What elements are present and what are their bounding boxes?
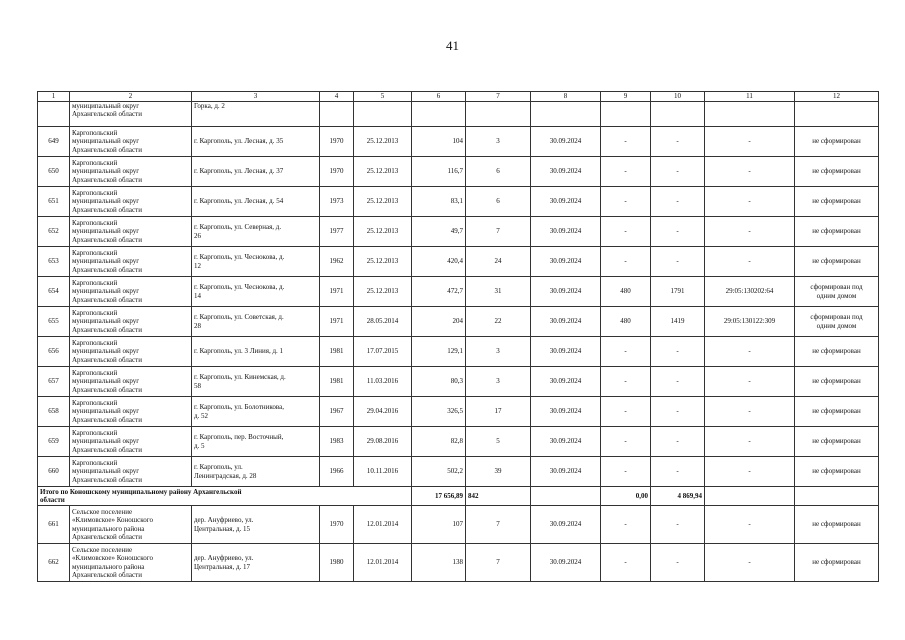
cell-no: 656: [38, 337, 70, 367]
cell-col11: -: [705, 457, 795, 487]
cell-empty: [795, 487, 879, 506]
cell-municipality: Каргопольский муниципальный округ Архангельской области: [70, 217, 192, 247]
cell-residents: 5: [466, 427, 531, 457]
cell-col11: -: [705, 544, 795, 582]
cell-municipality: Сельское поселение «Климовское» Коношского муниципального района Архангельской области: [70, 544, 192, 582]
cell-col11: -: [705, 367, 795, 397]
cell-municipality: Каргопольский муниципальный округ Архангельской области: [70, 277, 192, 307]
table-row: [38, 187, 879, 217]
cell-col9: 480: [601, 307, 651, 337]
table-row: [38, 157, 879, 187]
cell-col9: -: [601, 427, 651, 457]
cell-residents: 6: [466, 187, 531, 217]
cell-residents: 3: [466, 337, 531, 367]
cell-col11: -: [705, 427, 795, 457]
total-col9: 0,00: [601, 487, 651, 506]
cell-date: 12.01.2014: [354, 544, 412, 582]
cell-year: 1962: [320, 247, 354, 277]
cell-no: 661: [38, 506, 70, 544]
cell-residents: 24: [466, 247, 531, 277]
cell-empty: [601, 102, 651, 127]
column-number: 7: [466, 92, 531, 102]
cell-col9: 480: [601, 277, 651, 307]
cell-no: 649: [38, 127, 70, 157]
cell-municipality: Каргопольский муниципальный округ Архангельской области: [70, 367, 192, 397]
cell-deadline: 30.09.2024: [531, 307, 601, 337]
cell-address: г. Каргополь, ул. Лесная, д. 35: [192, 127, 320, 157]
cell-col10: 1791: [651, 277, 705, 307]
cell-area: 420,4: [412, 247, 466, 277]
table-row: [38, 457, 879, 487]
cell-municipality: Каргопольский муниципальный округ Архангельской области: [70, 127, 192, 157]
cell-status: не сформирован: [795, 187, 879, 217]
cell-deadline: 30.09.2024: [531, 457, 601, 487]
cell-col11: -: [705, 506, 795, 544]
cell-deadline: 30.09.2024: [531, 277, 601, 307]
cell-year: 1970: [320, 157, 354, 187]
cell-no: 658: [38, 397, 70, 427]
cell-date: 25.12.2013: [354, 127, 412, 157]
cell-empty: [531, 102, 601, 127]
cell-area: 326,5: [412, 397, 466, 427]
cell-col9: -: [601, 337, 651, 367]
table-row: [38, 127, 879, 157]
cell-col9: -: [601, 247, 651, 277]
cell-col11: -: [705, 217, 795, 247]
column-number: 4: [320, 92, 354, 102]
cell-area: 204: [412, 307, 466, 337]
cell-no: 650: [38, 157, 70, 187]
cell-municipality: Каргопольский муниципальный округ Архангельской области: [70, 187, 192, 217]
cell-residents: 39: [466, 457, 531, 487]
cell-empty: [354, 102, 412, 127]
cell-address: г. Каргополь, ул. Северная, д. 26: [192, 217, 320, 247]
table-row: [38, 544, 879, 582]
cell-date: 25.12.2013: [354, 217, 412, 247]
page-number: 41: [446, 38, 459, 53]
cell-col9: -: [601, 397, 651, 427]
cell-col9: -: [601, 217, 651, 247]
cell-date: 25.12.2013: [354, 247, 412, 277]
cell-status: не сформирован: [795, 397, 879, 427]
cell-municipality: Каргопольский муниципальный округ Архангельской области: [70, 457, 192, 487]
cell-address: г. Каргополь, ул. Лесная, д. 54: [192, 187, 320, 217]
cell-deadline: 30.09.2024: [531, 187, 601, 217]
cell-col10: -: [651, 427, 705, 457]
cell-date: 12.01.2014: [354, 506, 412, 544]
total-label: Итого по Коношскому муниципальному району Архангельской области: [38, 487, 412, 506]
cell-residents: 6: [466, 157, 531, 187]
cell-col11: 29:05:130202:64: [705, 277, 795, 307]
cell-year: 1981: [320, 337, 354, 367]
cell-empty: [320, 102, 354, 127]
cell-no: 651: [38, 187, 70, 217]
cell-deadline: 30.09.2024: [531, 506, 601, 544]
cell-empty: [795, 102, 879, 127]
cell-empty: [705, 487, 795, 506]
cell-status: не сформирован: [795, 544, 879, 582]
column-number: 2: [70, 92, 192, 102]
cell-empty: [466, 102, 531, 127]
cell-municipality: Сельское поселение «Климовское» Коношского муниципального района Архангельской области: [70, 506, 192, 544]
cell-year: 1970: [320, 506, 354, 544]
cell-no: 660: [38, 457, 70, 487]
cell-col9: -: [601, 127, 651, 157]
cell-address: г. Каргополь, ул. 3 Линия, д. 1: [192, 337, 320, 367]
cell-col11: -: [705, 247, 795, 277]
cell-no: 657: [38, 367, 70, 397]
cell-status: не сформирован: [795, 337, 879, 367]
table-row: [38, 397, 879, 427]
cell-deadline: 30.09.2024: [531, 217, 601, 247]
cell-status: не сформирован: [795, 427, 879, 457]
cell-residents: 22: [466, 307, 531, 337]
cell-residents: 3: [466, 127, 531, 157]
cell-deadline: 30.09.2024: [531, 127, 601, 157]
cell-col10: -: [651, 217, 705, 247]
column-number: 1: [38, 92, 70, 102]
cell-col10: -: [651, 187, 705, 217]
column-number: 12: [795, 92, 879, 102]
cell-deadline: 30.09.2024: [531, 337, 601, 367]
cell-residents: 7: [466, 217, 531, 247]
cell-col10: -: [651, 367, 705, 397]
column-number: 6: [412, 92, 466, 102]
cell-address: дер. Ануфриево, ул. Центральная, д. 17: [192, 544, 320, 582]
cell-municipality: Каргопольский муниципальный округ Архангельской области: [70, 427, 192, 457]
cell-status: не сформирован: [795, 367, 879, 397]
cell-col9: -: [601, 157, 651, 187]
cell-address: Горка, д. 2: [192, 102, 320, 127]
cell-col11: -: [705, 187, 795, 217]
cell-empty: [705, 102, 795, 127]
total-area: 17 656,89: [412, 487, 466, 506]
cell-year: 1967: [320, 397, 354, 427]
cell-year: 1971: [320, 277, 354, 307]
cell-col11: -: [705, 157, 795, 187]
cell-address: г. Каргополь, ул. Болотникова, д. 52: [192, 397, 320, 427]
cell-deadline: 30.09.2024: [531, 427, 601, 457]
cell-municipality: Каргопольский муниципальный округ Архангельской области: [70, 247, 192, 277]
cell-area: 472,7: [412, 277, 466, 307]
table-row: [38, 506, 879, 544]
cell-area: 502,2: [412, 457, 466, 487]
cell-col9: -: [601, 506, 651, 544]
cell-year: 1980: [320, 544, 354, 582]
cell-address: дер. Ануфриево, ул. Центральная, д. 15: [192, 506, 320, 544]
cell-date: 28.05.2014: [354, 307, 412, 337]
column-number: 8: [531, 92, 601, 102]
table-row: [38, 307, 879, 337]
cell-col10: -: [651, 397, 705, 427]
cell-date: 11.03.2016: [354, 367, 412, 397]
total-row: [38, 487, 879, 506]
table-row: [38, 367, 879, 397]
cell-empty: [651, 102, 705, 127]
cell-municipality: Каргопольский муниципальный округ Архангельской области: [70, 157, 192, 187]
cell-status: не сформирован: [795, 457, 879, 487]
cell-status: сформирован под одним домом: [795, 277, 879, 307]
cell-col10: -: [651, 457, 705, 487]
cell-year: 1966: [320, 457, 354, 487]
cell-address: г. Каргополь, ул. Чеснокова, д. 12: [192, 247, 320, 277]
cell-municipality: муниципальный округ Архангельской области: [70, 102, 192, 127]
housing-registry-table: [37, 91, 879, 582]
cell-year: 1983: [320, 427, 354, 457]
cell-col11: -: [705, 337, 795, 367]
cell-area: 49,7: [412, 217, 466, 247]
column-number-row: [38, 92, 879, 102]
cell-empty: [412, 102, 466, 127]
total-col10: 4 869,94: [651, 487, 705, 506]
cell-address: г. Каргополь, ул. Чеснокова, д. 14: [192, 277, 320, 307]
cell-area: 129,1: [412, 337, 466, 367]
table-row: [38, 427, 879, 457]
cell-date: 25.12.2013: [354, 277, 412, 307]
cell-residents: 17: [466, 397, 531, 427]
cell-no: [38, 102, 70, 127]
cell-col11: -: [705, 127, 795, 157]
cell-col9: -: [601, 187, 651, 217]
table-row: [38, 277, 879, 307]
cell-residents: 7: [466, 506, 531, 544]
cell-address: г. Каргополь, ул. Кинемская, д. 58: [192, 367, 320, 397]
cell-deadline: 30.09.2024: [531, 397, 601, 427]
cell-address: г. Каргополь, ул. Советская, д. 28: [192, 307, 320, 337]
cell-col9: -: [601, 544, 651, 582]
cell-year: 1977: [320, 217, 354, 247]
cell-status: не сформирован: [795, 217, 879, 247]
cell-year: 1971: [320, 307, 354, 337]
cell-no: 654: [38, 277, 70, 307]
column-number: 9: [601, 92, 651, 102]
cell-date: 25.12.2013: [354, 187, 412, 217]
cell-deadline: 30.09.2024: [531, 544, 601, 582]
cell-deadline: 30.09.2024: [531, 157, 601, 187]
cell-no: 653: [38, 247, 70, 277]
cell-date: 10.11.2016: [354, 457, 412, 487]
cell-year: 1970: [320, 127, 354, 157]
cell-year: 1973: [320, 187, 354, 217]
cell-area: 83,1: [412, 187, 466, 217]
cell-col9: -: [601, 457, 651, 487]
cell-col10: -: [651, 127, 705, 157]
column-number: 10: [651, 92, 705, 102]
cell-status: сформирован под одним домом: [795, 307, 879, 337]
cell-area: 116,7: [412, 157, 466, 187]
cell-col10: 1419: [651, 307, 705, 337]
cell-area: 82,8: [412, 427, 466, 457]
cell-status: не сформирован: [795, 157, 879, 187]
cell-date: 17.07.2015: [354, 337, 412, 367]
cell-no: 655: [38, 307, 70, 337]
cell-address: г. Каргополь, ул. Ленинградская, д. 28: [192, 457, 320, 487]
cell-municipality: Каргопольский муниципальный округ Архангельской области: [70, 307, 192, 337]
cell-no: 652: [38, 217, 70, 247]
cell-year: 1981: [320, 367, 354, 397]
cell-no: 662: [38, 544, 70, 582]
continuation-row: [38, 102, 879, 127]
cell-date: 25.12.2013: [354, 157, 412, 187]
cell-address: г. Каргополь, ул. Лесная, д. 37: [192, 157, 320, 187]
cell-date: 29.08.2016: [354, 427, 412, 457]
column-number: 5: [354, 92, 412, 102]
cell-status: не сформирован: [795, 127, 879, 157]
cell-col10: -: [651, 157, 705, 187]
cell-col10: -: [651, 247, 705, 277]
cell-deadline: 30.09.2024: [531, 247, 601, 277]
cell-col11: 29:05:130122:309: [705, 307, 795, 337]
column-number: 11: [705, 92, 795, 102]
cell-col10: -: [651, 337, 705, 367]
cell-col10: -: [651, 506, 705, 544]
cell-col11: -: [705, 397, 795, 427]
cell-deadline: 30.09.2024: [531, 367, 601, 397]
cell-status: не сформирован: [795, 247, 879, 277]
column-number: 3: [192, 92, 320, 102]
cell-area: 80,3: [412, 367, 466, 397]
cell-municipality: Каргопольский муниципальный округ Архангельской области: [70, 337, 192, 367]
cell-area: 104: [412, 127, 466, 157]
cell-residents: 3: [466, 367, 531, 397]
cell-residents: 31: [466, 277, 531, 307]
table-row: [38, 337, 879, 367]
table-row: [38, 247, 879, 277]
cell-col10: -: [651, 544, 705, 582]
cell-address: г. Каргополь, пер. Восточный, д. 5: [192, 427, 320, 457]
total-residents: 842: [466, 487, 531, 506]
cell-empty: [531, 487, 601, 506]
cell-residents: 7: [466, 544, 531, 582]
cell-area: 138: [412, 544, 466, 582]
cell-date: 29.04.2016: [354, 397, 412, 427]
cell-municipality: Каргопольский муниципальный округ Архангельской области: [70, 397, 192, 427]
cell-no: 659: [38, 427, 70, 457]
cell-status: не сформирован: [795, 506, 879, 544]
cell-area: 107: [412, 506, 466, 544]
table-row: [38, 217, 879, 247]
cell-col9: -: [601, 367, 651, 397]
